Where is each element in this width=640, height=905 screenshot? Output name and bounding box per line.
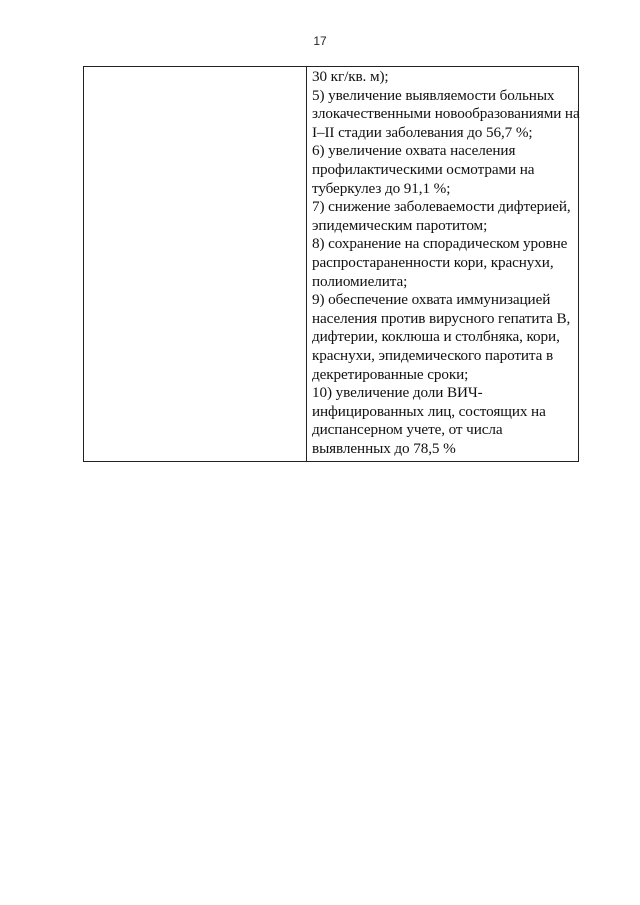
text-line: инфицированных лиц, состоящих на xyxy=(312,402,546,420)
text-line: 7) снижение заболеваемости дифтерией, xyxy=(312,198,571,216)
text-line: туберкулез до 91,1 %; xyxy=(312,179,451,197)
text-line: I–II стадии заболевания до 56,7 %; xyxy=(312,123,533,141)
text-line: эпидемическим паротитом; xyxy=(312,216,488,234)
table-cell-right xyxy=(307,67,579,462)
text-line: 5) увеличение выявляемости больных xyxy=(312,86,555,104)
text-line: 9) обеспечение охвата иммунизацией xyxy=(312,291,551,309)
text-line: диспансерном учете, от числа xyxy=(312,421,503,439)
text-line: 10) увеличение доли ВИЧ- xyxy=(312,384,483,402)
table-cell-left xyxy=(84,67,307,462)
text-line: 6) увеличение охвата населения xyxy=(312,142,516,160)
text-line: распростараненности кори, краснухи, xyxy=(312,253,554,271)
text-line: выявленных до 78,5 % xyxy=(312,439,456,457)
text-line: краснухи, эпидемического паротита в xyxy=(312,346,554,364)
indicators-table xyxy=(83,66,579,462)
text-line: населения против вирусного гепатита В, xyxy=(312,309,571,327)
text-line: дифтерии, коклюша и столбняка, кори, xyxy=(312,328,560,346)
page-number: 17 xyxy=(313,34,327,48)
text-line: 30 кг/кв. м); xyxy=(312,68,389,85)
text-line: декретированные сроки; xyxy=(312,365,469,383)
text-line: злокачественными новообразованиями на xyxy=(312,105,580,123)
text-line: профилактическими осмотрами на xyxy=(312,160,535,178)
table-row xyxy=(84,67,579,462)
text-line: 8) сохранение на спорадическом уровне xyxy=(312,235,568,253)
text-line: полиомиелита; xyxy=(312,272,408,290)
